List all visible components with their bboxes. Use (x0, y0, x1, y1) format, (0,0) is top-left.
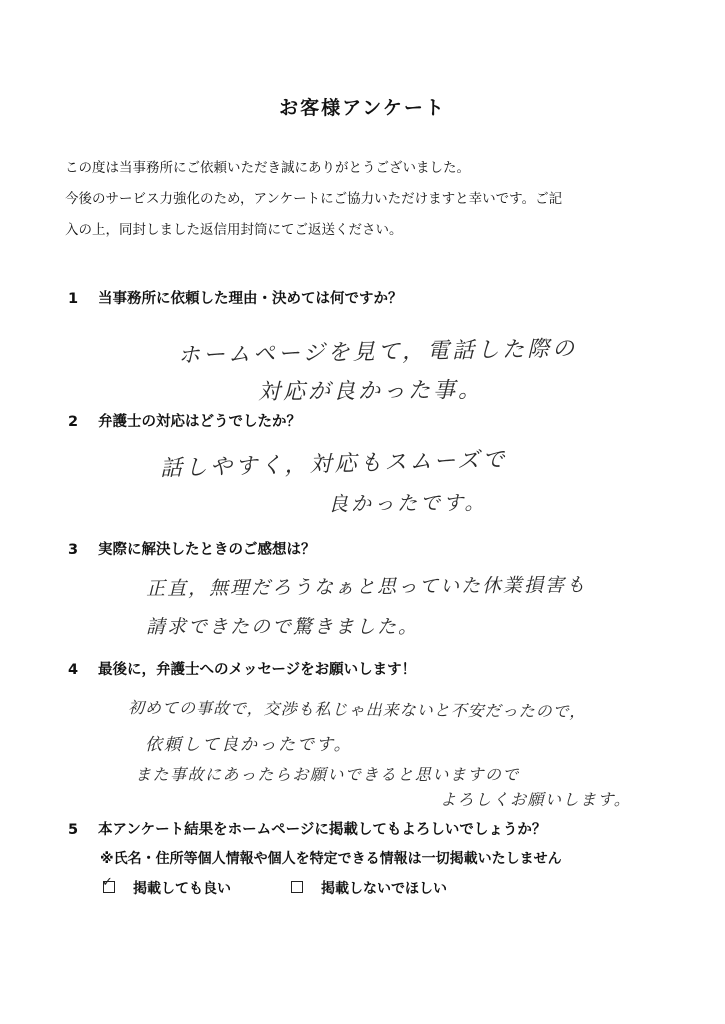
answer-1-line-1: ホームページを見て，電話した際の (177, 336, 578, 369)
answer-4-line-3: また事故にあったらお願いできると思いますので (135, 765, 520, 784)
answer-3-line-2: 請求できたので驚きました。 (146, 616, 420, 638)
question-number: 3 (68, 542, 79, 558)
option-disagree[interactable] (291, 878, 447, 898)
question-5 (68, 818, 546, 839)
answer-2-line-2: 良かったです。 (327, 490, 488, 516)
answer-4-line-2: 依頼して良かったです。 (145, 735, 353, 755)
question-3 (68, 538, 316, 559)
intro-line-1: この度は当事務所にご依頼いただき誠にありがとうございました。 (65, 160, 470, 176)
check-mark-icon: ✓ (102, 875, 113, 890)
option-agree-label: 掲載しても良い (133, 881, 231, 897)
privacy-note: ※氏名・住所等個人情報や個人を特定できる情報は一切掲載いたしません (100, 851, 562, 867)
question-text: 弁護士の対応はどうでしたか？ (98, 414, 301, 430)
intro-text (65, 153, 665, 246)
answer-3-line-1: 正直，無理だろうなぁと思っていた休業損害も (145, 574, 588, 600)
disagree-checkbox[interactable] (291, 881, 303, 893)
question-2 (68, 410, 301, 431)
intro-line-3: 入の上，同封しました返信用封筒にてご返送ください。 (65, 222, 403, 238)
question-number: 1 (68, 291, 79, 307)
question-text: 実際に解決したときのご感想は？ (98, 542, 316, 558)
question-1 (68, 287, 403, 308)
question-text: 本アンケート結果をホームページに掲載してもよろしいでしょうか？ (98, 822, 547, 838)
answer-1-line-2: 対応が良かった事。 (257, 378, 484, 405)
question-text: 最後に，弁護士へのメッセージをお願いします！ (98, 662, 417, 678)
page-title: お客様アンケート (279, 97, 446, 119)
option-agree[interactable] (102, 875, 231, 898)
question-text: 当事務所に依頼した理由・決めては何ですか？ (98, 291, 403, 307)
intro-line-2: 今後のサービス力強化のため，アンケートにご協力いただけますと幸いです。ご記 (65, 191, 563, 207)
option-disagree-label: 掲載しないでほしい (321, 881, 447, 897)
answer-2-line-1: 話しやすく，対応もスムーズで (159, 447, 508, 482)
question-number: 2 (68, 414, 79, 430)
answer-4-line-4: よろしくお願いします。 (440, 790, 632, 809)
answer-4-line-1: 初めての事故で，交渉も私じゃ出来ないと不安だったので， (127, 698, 587, 721)
agree-checkbox[interactable] (102, 875, 115, 893)
question-4 (68, 658, 416, 679)
question-number: 5 (68, 822, 79, 838)
question-number: 4 (68, 662, 79, 678)
